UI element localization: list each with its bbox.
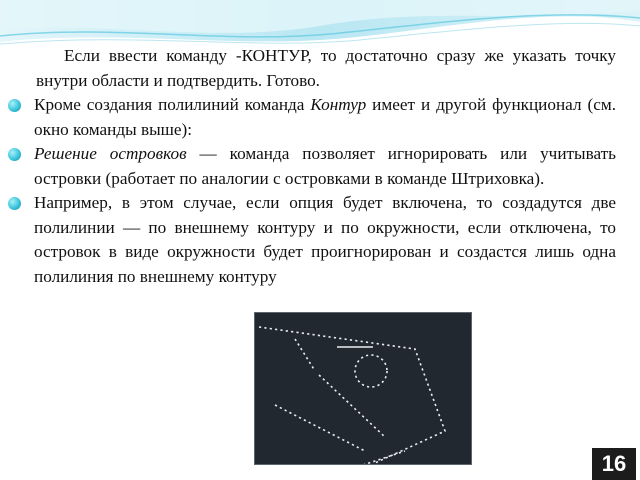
page-number: 16 [592, 448, 636, 480]
bullet-item-example [0, 191, 616, 289]
bullet-emphasis: Контур [310, 95, 367, 114]
bullet-text: Кроме создания полилиний команда [34, 95, 305, 114]
contour-drawing [255, 313, 471, 464]
bullet-text: Например, в этом случае, если опция будет включена, то создадутся две полилинии — по внешнему контуру и по окружности, если отключена, то островок в виде окружности будет проигнорирован и создастся лишь одна полилиния по внешнему контуру [34, 193, 616, 286]
contour-line [275, 405, 365, 451]
bullet-text: — команда позволяет игнорировать или учитывать островки (работает по аналогии с островками в команде Штриховка). [34, 144, 616, 188]
contour-line [295, 339, 315, 371]
bullet-text: имеет и другой функционал (см. окно команды выше): [34, 95, 616, 139]
island-circle [355, 355, 387, 387]
cad-drawing-image [254, 312, 472, 465]
slide-text [0, 44, 616, 289]
bullet-icon [8, 197, 21, 210]
bullet-list [0, 93, 616, 289]
bullet-icon [8, 148, 21, 161]
contour-line [319, 375, 385, 437]
bullet-icon [8, 99, 21, 112]
bullet-item-contour-functions [0, 93, 616, 142]
bullet-emphasis: Решение островков [34, 144, 187, 163]
intro-paragraph: Если ввести команду -КОНТУР, то достаточно сразу же указать точку внутри области и подтвердить. Готово. [36, 46, 616, 90]
bullet-item-island-detection [0, 142, 616, 191]
contour-line [363, 451, 405, 464]
